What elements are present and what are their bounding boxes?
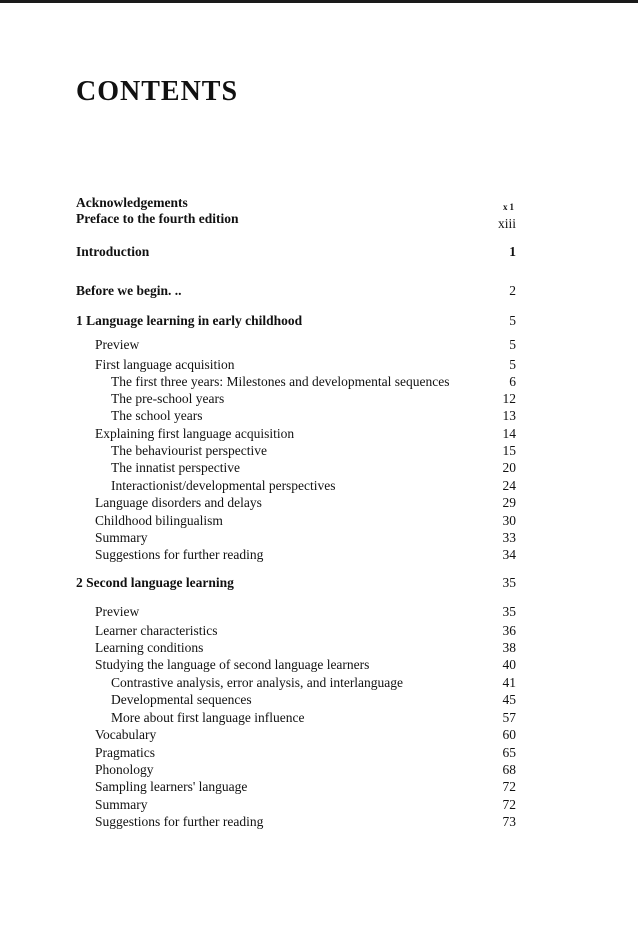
toc-entry[interactable] (95, 603, 516, 620)
toc-entry-label: Acknowledgements (76, 195, 188, 210)
toc-entry-page: 41 (502, 675, 516, 690)
toc-entry[interactable] (111, 407, 516, 424)
toc-entry-page: 73 (502, 814, 516, 829)
toc-entry-page: 5 (509, 357, 516, 372)
toc-entry-acknowledgements[interactable] (76, 194, 516, 211)
top-rule (0, 0, 638, 3)
toc-entry[interactable] (111, 674, 516, 691)
toc-entry[interactable] (95, 726, 516, 743)
toc-entry-page: 72 (502, 779, 516, 794)
toc-entry-page: 33 (502, 530, 516, 545)
toc-entry-page: 65 (502, 745, 516, 760)
toc-entry[interactable] (95, 425, 516, 442)
toc-entry[interactable] (95, 336, 516, 353)
toc-entry-label: Explaining first language acquisition (95, 426, 295, 441)
toc-entry[interactable] (95, 529, 516, 546)
toc-entry-label: Preface to the fourth edition (76, 211, 239, 226)
toc-entry[interactable] (95, 512, 516, 529)
toc-entry-label: Learner characteristics (95, 623, 218, 638)
page-title: CONTENTS (76, 76, 239, 107)
toc-entry-label: The behaviourist perspective (111, 443, 267, 458)
toc-entry[interactable] (95, 639, 516, 656)
toc-entry-page: 36 (502, 623, 516, 638)
toc-entry-label: The school years (111, 408, 203, 423)
toc-entry-page: 15 (502, 443, 516, 458)
toc-entry-page: 24 (502, 478, 516, 493)
toc-entry-label: Vocabulary (95, 727, 157, 742)
toc-entry[interactable] (95, 761, 516, 778)
toc-entry-label: Contrastive analysis, error analysis, and interlanguage (111, 675, 404, 690)
toc-entry-label: Language disorders and delays (95, 495, 262, 510)
toc-entry-label: Childhood bilingualism (95, 513, 223, 528)
toc-entry[interactable] (95, 778, 516, 795)
toc-entry-label: Learning conditions (95, 640, 204, 655)
toc-entry-page: xiii (497, 216, 516, 231)
toc-entry-label: The pre-school years (111, 391, 225, 406)
toc-entry-page: 2 (509, 283, 516, 298)
toc-entry-page: 40 (502, 657, 516, 672)
toc-entry-page: x1 (503, 202, 516, 212)
toc-entry-before-we-begin[interactable] (76, 282, 516, 299)
toc-entry[interactable] (111, 477, 516, 494)
toc-entry-page: 13 (502, 408, 516, 423)
toc-entry-page: 6 (509, 374, 516, 389)
toc-entry[interactable] (111, 709, 516, 726)
toc-entry-page: 68 (502, 762, 516, 777)
toc-entry-label: First language acquisition (95, 357, 235, 372)
toc-entry-label: Suggestions for further reading (95, 814, 264, 829)
chapter-page: 5 (509, 313, 516, 328)
toc-entry-label: Pragmatics (95, 745, 155, 760)
toc-entry[interactable] (95, 494, 516, 511)
toc-entry-page: 20 (502, 460, 516, 475)
toc-entry-page: 57 (502, 710, 516, 725)
chapter-heading[interactable] (76, 312, 516, 329)
toc-entry-label: Summary (95, 797, 148, 812)
toc-entry-page: 29 (502, 495, 516, 510)
toc-entry-label: Before we begin. .. (76, 283, 182, 298)
toc-entry-page: 34 (502, 547, 516, 562)
toc-entry-label: Phonology (95, 762, 154, 777)
toc-entry-label: Interactionist/developmental perspectives (111, 478, 336, 493)
toc-entry[interactable] (95, 622, 516, 639)
toc-entry[interactable] (95, 656, 516, 673)
toc-entry-page: 30 (502, 513, 516, 528)
toc-entry-page: 1 (509, 244, 516, 259)
toc-entry[interactable] (111, 442, 516, 459)
toc-entry-label: Developmental sequences (111, 692, 252, 707)
toc-entry-page: 38 (502, 640, 516, 655)
toc-entry[interactable] (111, 459, 516, 476)
toc-entry[interactable] (111, 373, 516, 390)
toc-entry-label: Preview (95, 604, 140, 619)
toc-entry-preface[interactable] (76, 210, 516, 231)
toc-entry-page: 5 (509, 337, 516, 352)
toc-entry[interactable] (95, 813, 516, 830)
chapter-page: 35 (502, 575, 516, 590)
toc-entry[interactable] (95, 796, 516, 813)
chapter-title: 1 Language learning in early childhood (76, 313, 303, 328)
toc-entry-label: Summary (95, 530, 148, 545)
toc-entry-label: Introduction (76, 244, 150, 259)
toc-entry-page: 72 (502, 797, 516, 812)
toc-entry-introduction[interactable] (76, 243, 516, 260)
toc-entry-label: More about first language influence (111, 710, 305, 725)
toc-entry-page: 35 (502, 604, 516, 619)
toc-entry[interactable] (111, 691, 516, 708)
toc-entry-page: 14 (502, 426, 516, 441)
chapter-heading[interactable] (76, 574, 516, 591)
toc-entry[interactable] (95, 744, 516, 761)
toc-entry-label: The innatist perspective (111, 460, 240, 475)
toc-entry-page: 60 (502, 727, 516, 742)
toc-entry-page: 12 (502, 391, 516, 406)
toc-entry-page: 45 (502, 692, 516, 707)
toc-entry-label: Preview (95, 337, 140, 352)
toc-entry[interactable] (95, 356, 516, 373)
chapter-title: 2 Second language learning (76, 575, 234, 590)
toc-entry[interactable] (111, 390, 516, 407)
toc-entry[interactable] (95, 546, 516, 563)
toc-entry-label: Suggestions for further reading (95, 547, 264, 562)
toc-entry-label: Studying the language of second language learners (95, 657, 370, 672)
toc-entry-label: Sampling learners' language (95, 779, 248, 794)
toc-entry-label: The first three years: Milestones and developmental sequences (111, 374, 450, 389)
